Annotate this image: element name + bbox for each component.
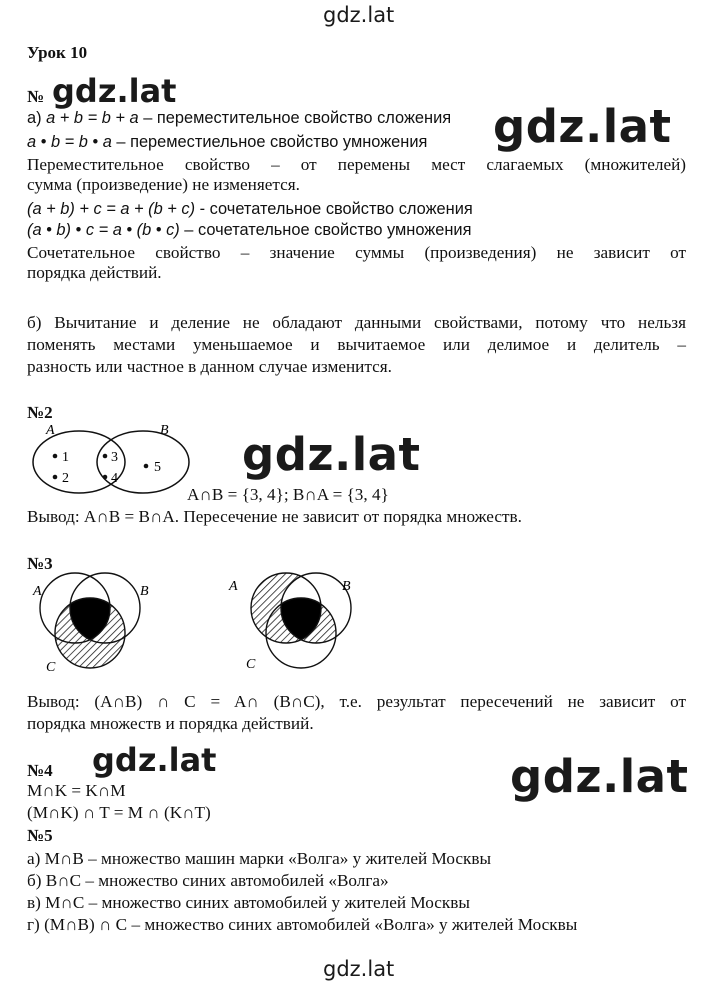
associative-product-formula: (a • b) • c = a • (b • c)	[27, 221, 180, 239]
venn-left-label-a: A	[33, 584, 42, 599]
venn-right-label-b: B	[342, 579, 351, 594]
task1-line-a	[27, 108, 451, 128]
task5-item-d: г) (M∩B) ∩ C – множество синих автомобилей «Волга» у жителей Москвы	[27, 915, 578, 934]
task5-item-c: в) M∩C – множество синих автомобилей у жителей Москвы	[27, 893, 470, 912]
task1-line-d	[27, 220, 471, 240]
part-a-prefix: а)	[27, 109, 47, 127]
task1-line-c	[27, 199, 473, 219]
commutative-definition-line2: сумма (произведение) не изменяется.	[27, 175, 300, 194]
watermark-right1: gdz.lat	[493, 100, 672, 153]
venn-dot	[53, 475, 58, 480]
part-b-line3: разность или частное в данном случае изменится.	[27, 357, 392, 376]
task3-conclusion-line1: Вывод: (A∩B) ∩ C = A∩ (B∩C), т.е. результат пересечений не зависит от	[27, 692, 686, 711]
venn-dot	[103, 475, 108, 480]
venn-label-a: A	[46, 423, 55, 438]
part-b-line1: б) Вычитание и деление не обладают данными свойствами, потому что нельзя	[27, 313, 686, 332]
associative-definition-line1: Сочетательное свойство – значение суммы (произведения) не зависит от	[27, 243, 686, 262]
task5-item-a: а) M∩B – множество машин марки «Волга» у жителей Москвы	[27, 849, 492, 868]
venn-element: 1	[62, 450, 69, 465]
commutative-product-formula: a • b = b • a	[27, 133, 112, 151]
venn-label-b: B	[160, 423, 169, 438]
venn-element: 3	[111, 450, 118, 465]
commutative-product-text: – переместиельное свойство умножения	[111, 133, 428, 151]
venn-element: 2	[62, 471, 69, 486]
task5-item-b: б) B∩C – множество синих автомобилей «Волга»	[27, 871, 389, 890]
venn-right-label-c: C	[246, 657, 256, 672]
watermark-task4: gdz.lat	[92, 741, 217, 779]
part-b-line2: поменять местами уменьшаемое и вычитаемое или делимое и делитель –	[27, 335, 686, 354]
associative-definition-line2: порядка действий.	[27, 263, 162, 282]
watermark-right4: gdz.lat	[510, 750, 689, 803]
venn-element: 5	[154, 460, 161, 475]
commutative-sum-formula: a + b = b + a	[46, 109, 139, 127]
watermark-bottom: gdz.lat	[323, 957, 395, 981]
task4-number: №4	[27, 761, 53, 780]
venn-dot	[53, 454, 58, 459]
venn-left-diagram	[32, 573, 149, 675]
commutative-sum-text: – переместительное свойство сложения	[138, 109, 452, 127]
watermark-top: gdz.lat	[323, 3, 395, 27]
watermark-task1: gdz.lat	[52, 72, 177, 110]
associative-sum-formula: (a + b) + c = a + (b + c)	[27, 200, 196, 218]
venn-dot	[144, 464, 149, 469]
venn-dot	[103, 454, 108, 459]
task1-line-b	[27, 132, 427, 152]
task3-conclusion-line2: порядка множеств и порядка действий.	[27, 714, 314, 733]
venn-left-label-c: C	[46, 660, 56, 675]
task4-line1: M∩K = K∩M	[27, 781, 126, 800]
commutative-definition-line1: Переместительное свойство – от перемены мест слагаемых (множителей)	[27, 155, 686, 174]
task2-result: A∩B = {3, 4}; B∩A = {3, 4}	[187, 485, 389, 504]
venn-element: 4	[111, 471, 118, 486]
task2-number: №2	[27, 403, 53, 422]
associative-sum-text: - сочетательное свойство сложения	[195, 200, 473, 218]
watermark-mid2: gdz.lat	[242, 428, 421, 481]
task3-venn-diagrams	[22, 568, 702, 680]
task5-number: №5	[27, 826, 53, 845]
task4-line2: (M∩K) ∩ T = M ∩ (K∩T)	[27, 803, 211, 822]
lesson-title: Урок 10	[27, 43, 88, 62]
venn-right-diagram	[228, 573, 351, 672]
venn-left-label-b: B	[140, 584, 149, 599]
venn-right-label-a: A	[229, 579, 238, 594]
task1-number: №	[27, 87, 45, 106]
task2-conclusion: Вывод: A∩B = B∩A. Пересечение не зависит от порядка множеств.	[27, 507, 522, 526]
associative-product-text: – сочетательное свойство умножения	[179, 221, 472, 239]
venn-diagram-ab	[22, 420, 197, 500]
task3-number: №3	[27, 554, 53, 573]
